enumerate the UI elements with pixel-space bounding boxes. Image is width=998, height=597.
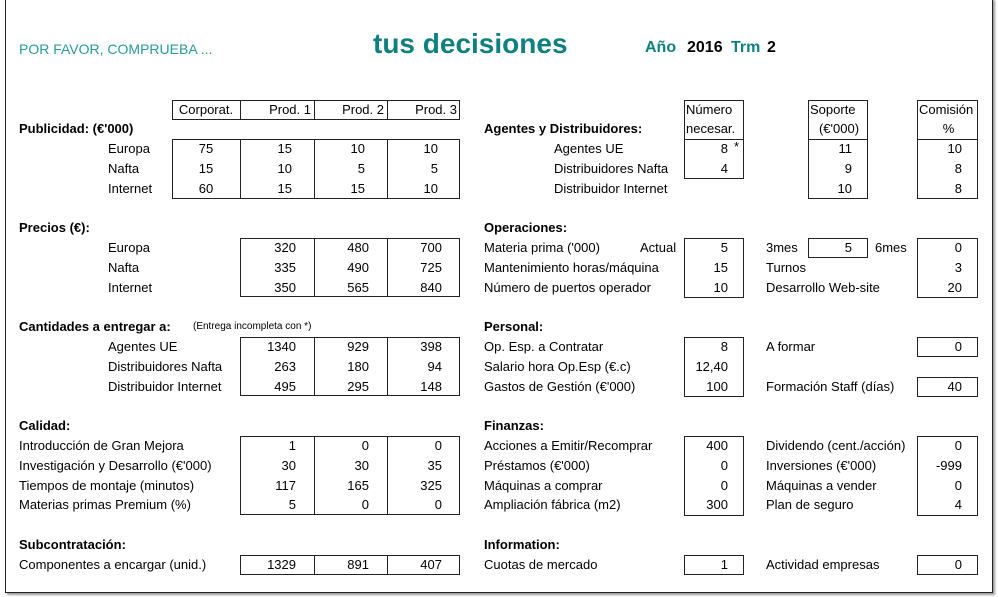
precios-value[interactable]: 335 [274,259,296,275]
row-label: Nafta [108,160,140,176]
column-header: Prod. 1 [269,102,311,117]
section-title: Calidad: [19,418,71,433]
incomplete-flag: * [734,139,740,154]
soporte-value[interactable]: 11 [838,141,852,156]
comision-value[interactable]: 10 [947,141,962,156]
subcontratacion-value[interactable]: 891 [347,557,369,572]
prestamos-input[interactable]: 0 [720,457,728,473]
year-label: Año [645,39,677,56]
cantidades-value[interactable]: 180 [347,358,369,374]
column-header: Prod. 3 [415,102,457,117]
precios-value[interactable]: 565 [347,279,369,295]
calidad-value[interactable]: 30 [281,457,296,473]
web-input[interactable]: 20 [947,280,962,295]
section-title: Publicidad: (€'000) [19,121,134,136]
column-header: Número [686,102,733,117]
calidad-value[interactable]: 325 [420,477,442,493]
precios-value[interactable]: 320 [274,240,296,255]
label: Inversiones (€'000) [766,457,877,473]
label: 6mes [875,240,907,255]
label: Materia prima ('000) [484,240,600,255]
publicidad-value[interactable]: 15 [277,141,292,156]
cantidades-value[interactable]: 148 [420,378,442,394]
publicidad-value[interactable]: 10 [423,180,438,196]
publicidad-value[interactable]: 60 [198,180,214,196]
label: Formación Staff (días) [766,379,895,394]
publicidad-value[interactable]: 10 [277,160,292,176]
calidad-value[interactable]: 0 [434,497,442,513]
section-title: Precios (€): [19,220,90,235]
hint-text: POR FAVOR, COMPRUEBA ... [19,41,213,57]
cantidades-value[interactable]: 1340 [267,339,296,354]
label: Préstamos (€'000) [484,457,590,473]
row-label: Internet [108,279,153,295]
numero-value[interactable] [684,179,744,199]
soporte-value[interactable]: 9 [844,160,852,176]
section-title: Information: [484,537,560,552]
label: Plan de seguro [766,497,854,513]
label: Salario hora Op.Esp (€.c) [484,359,631,374]
calidad-value[interactable]: 1 [288,438,296,453]
actual-input[interactable]: 5 [720,240,728,255]
row-label: Distribuidor Internet [554,180,668,196]
year-value: 2016 [687,39,723,56]
subcontratacion-value[interactable]: 1329 [267,557,296,572]
publicidad-value[interactable]: 15 [350,180,365,196]
calidad-value[interactable]: 0 [361,438,369,453]
publicidad-value[interactable]: 5 [430,160,438,176]
cantidades-value[interactable]: 263 [274,358,296,374]
label: Máquinas a vender [766,477,877,493]
section-title: Finanzas: [484,418,544,433]
cantidades-value[interactable]: 398 [420,339,442,354]
acciones-input[interactable]: 400 [706,438,728,453]
precios-value[interactable]: 840 [420,279,442,295]
column-header: % [942,121,955,136]
row-label: Internet [108,180,153,196]
numero-value[interactable]: 8 [720,141,728,156]
trm-label: Trm [731,39,761,56]
inversiones-input[interactable]: -999 [935,457,962,473]
label: Dividendo (cent./acción) [766,438,906,453]
note-text: (Entrega incompleta con *) [193,321,312,332]
trm-value: 2 [767,39,776,56]
section-title: Subcontratación: [19,537,126,552]
label: Desarrollo Web-site [766,280,880,295]
mes3-input[interactable]: 5 [844,240,852,255]
row-label: Distribuidores Nafta [108,358,223,374]
soporte-value[interactable]: 10 [837,180,852,196]
row-label: Materias primas Premium (%) [19,497,191,513]
comision-value[interactable]: 8 [954,160,962,176]
publicidad-value[interactable]: 10 [350,141,365,156]
column-header: Comisión [919,102,974,117]
calidad-value[interactable]: 165 [347,477,369,493]
label: Máquinas a comprar [484,477,603,493]
row-label: Componentes a encargar (unid.) [19,557,207,572]
precios-value[interactable]: 350 [274,279,296,295]
gastos-input[interactable]: 100 [706,379,728,394]
subcontratacion-value[interactable]: 407 [420,557,442,572]
maq_comprar-input[interactable]: 0 [720,477,728,493]
row-label: Distribuidores Nafta [554,160,669,176]
calidad-value[interactable]: 0 [434,438,442,453]
mes6-input[interactable]: 0 [954,240,962,255]
section-title: Cantidades a entregar a: [19,319,171,334]
publicidad-value[interactable]: 10 [423,141,438,156]
formacion-input[interactable]: 40 [947,379,962,394]
column-header: Prod. 2 [342,102,384,117]
section-title: Operaciones: [484,220,568,235]
row-label: Europa [108,240,150,255]
precios-value[interactable]: 490 [347,259,369,275]
label: Gastos de Gestión (€'000) [484,379,636,394]
label: Cuotas de mercado [484,557,598,572]
row-label: Distribuidor Internet [108,378,222,394]
page-title: tus decisiones [373,28,568,59]
row-label: Agentes UE [554,141,624,156]
publicidad-value[interactable]: 5 [357,160,365,176]
precios-value[interactable]: 700 [420,240,442,255]
publicidad-value[interactable]: 75 [198,141,214,156]
calidad-value[interactable]: 117 [275,477,296,493]
label: Op. Esp. a Contratar [484,339,604,354]
label: A formar [766,339,816,354]
calidad-value[interactable]: 5 [288,497,296,513]
column-header: necesar. [686,121,736,136]
seguro-input[interactable]: 4 [954,497,962,513]
mantenimiento-input[interactable]: 15 [713,260,728,275]
publicidad-value[interactable]: 15 [277,180,292,196]
publicidad-value[interactable]: 15 [198,160,214,176]
cantidades-value[interactable]: 929 [347,339,369,354]
label: Turnos [766,260,806,275]
cantidades-value[interactable]: 94 [427,358,442,374]
row-label: Europa [108,141,150,156]
row-label: Agentes UE [108,339,178,354]
label: Número de puertos operador [484,280,651,295]
label: Mantenimiento horas/máquina [484,260,659,275]
label: Acciones a Emitir/Recomprar [484,438,653,453]
label: Actividad empresas [766,557,880,572]
label: Actual [640,240,677,255]
precios-value[interactable]: 725 [420,259,442,275]
precios-value[interactable]: 480 [347,240,369,255]
row-label: Tiempos de montaje (minutos) [19,477,195,493]
label: Ampliación fábrica (m2) [484,497,621,513]
cantidades-value[interactable]: 295 [347,378,369,394]
turnos-input[interactable]: 3 [954,260,962,275]
column-header: Soporte [810,102,856,117]
label: 3mes [766,240,798,255]
row-label: Nafta [108,259,140,275]
comision-value[interactable]: 8 [954,180,962,196]
column-header: (€'000) [818,121,860,136]
maq_vender-input[interactable]: 0 [954,477,962,493]
row-label: Investigación y Desarrollo (€'000) [19,457,212,473]
formar-input[interactable]: 0 [954,339,962,354]
row-label: Introducción de Gran Mejora [19,438,184,453]
ampliacion-input[interactable]: 300 [706,497,728,513]
calidad-value[interactable]: 30 [354,457,369,473]
calidad-value[interactable]: 0 [361,497,369,513]
column-header: Corporat. [178,102,234,117]
section-title: Agentes y Distribuidores: [484,121,643,136]
dividendo-input[interactable]: 0 [954,438,962,453]
section-title: Personal: [484,319,544,334]
salario-value[interactable]: 12,40 [695,359,728,374]
numero-value[interactable]: 4 [720,160,728,176]
actividad-input[interactable]: 0 [954,557,962,572]
cuotas-input[interactable]: 1 [720,557,728,572]
contratar-input[interactable]: 8 [720,339,728,354]
cantidades-value[interactable]: 495 [274,378,296,394]
calidad-value[interactable]: 35 [427,457,442,473]
puertos-input[interactable]: 10 [713,280,728,295]
